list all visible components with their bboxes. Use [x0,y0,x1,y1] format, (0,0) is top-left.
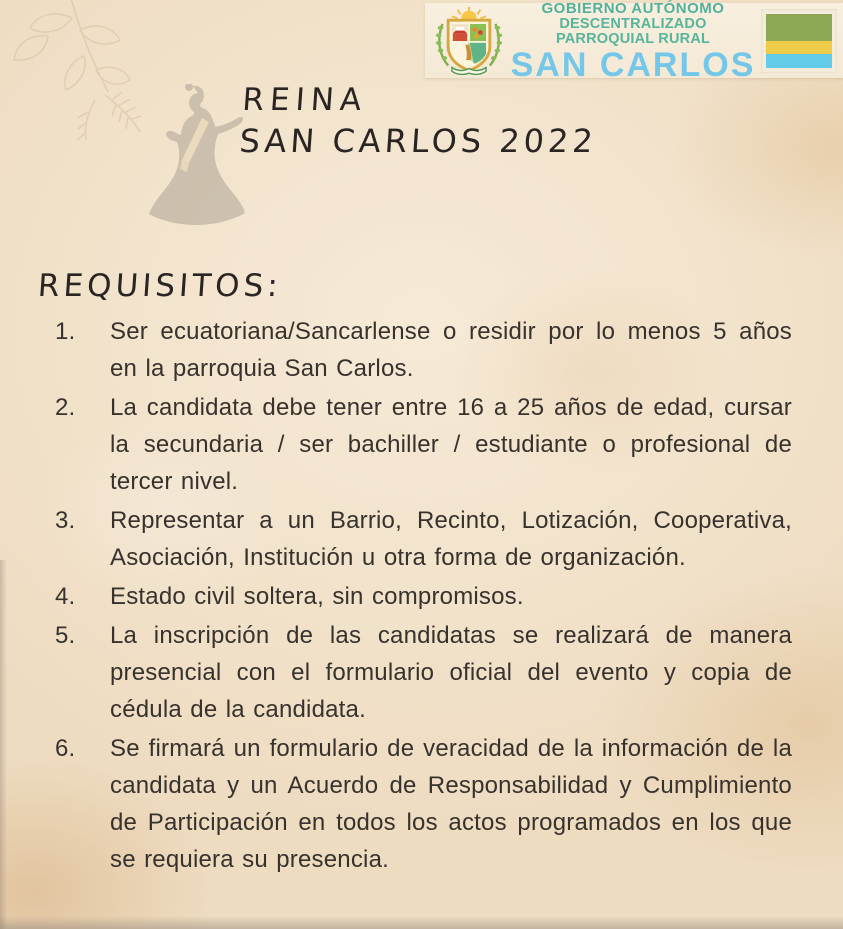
item-number: 5. [55,622,76,649]
flag-stripe-yellow [766,41,832,55]
item-text: Estado civil soltera, sin compromisos. [110,583,524,610]
org-line1: GOBIERNO AUTÓNOMO [541,0,725,17]
org-title-block [509,0,761,85]
crest-icon [429,5,509,77]
item-number: 3. [55,507,76,534]
item-text: La inscripción de las candidatas se realizará de manera presencial con el formulario oficial del evento y copia de cédula de la candidata. [110,622,792,723]
requirements-list [55,313,792,880]
flag-stripe-green [766,14,832,41]
item-text: Se firmará un formulario de veracidad de la información de la candidata y un Acuerdo de Responsabilidad y Cumplimiento de Participación en todos los actos programados en los que se requiera su presencia. [110,735,792,873]
page-title [238,80,601,162]
flag-stripe-blue [766,54,832,68]
item-text: Ser ecuatoriana/Sancarlense o residir por lo menos 5 años en la parroquia San Carlos. [110,318,792,382]
list-item [55,578,792,615]
item-number: 1. [55,318,76,345]
item-number: 2. [55,394,76,421]
item-number: 6. [55,735,76,762]
list-item [55,617,792,728]
item-text: Representar a un Barrio, Recinto, Lotización, Cooperativa, Asociación, Institución u otra forma de organización. [110,507,792,571]
org-line2: DESCENTRALIZADO PARROQUIAL RURAL [555,15,711,47]
list-item [55,502,792,576]
list-item [55,730,792,878]
title-line2: SAN CARLOS 2022 [238,122,599,160]
left-edge-shadow [0,560,7,929]
list-item [55,389,792,500]
header-banner [425,0,843,85]
requirements-heading: REQUISITOS: [36,268,283,304]
list-item [55,313,792,387]
bottom-edge-shadow [0,916,843,929]
item-number: 4. [55,583,76,610]
title-line1: REINA [241,82,369,118]
org-name: SAN CARLOS [510,46,756,85]
flag-icon [761,9,837,73]
item-text: La candidata debe tener entre 16 a 25 años de edad, cursar la secundaria / ser bachiller / estudiante o profesional de tercer nivel. [110,394,792,495]
